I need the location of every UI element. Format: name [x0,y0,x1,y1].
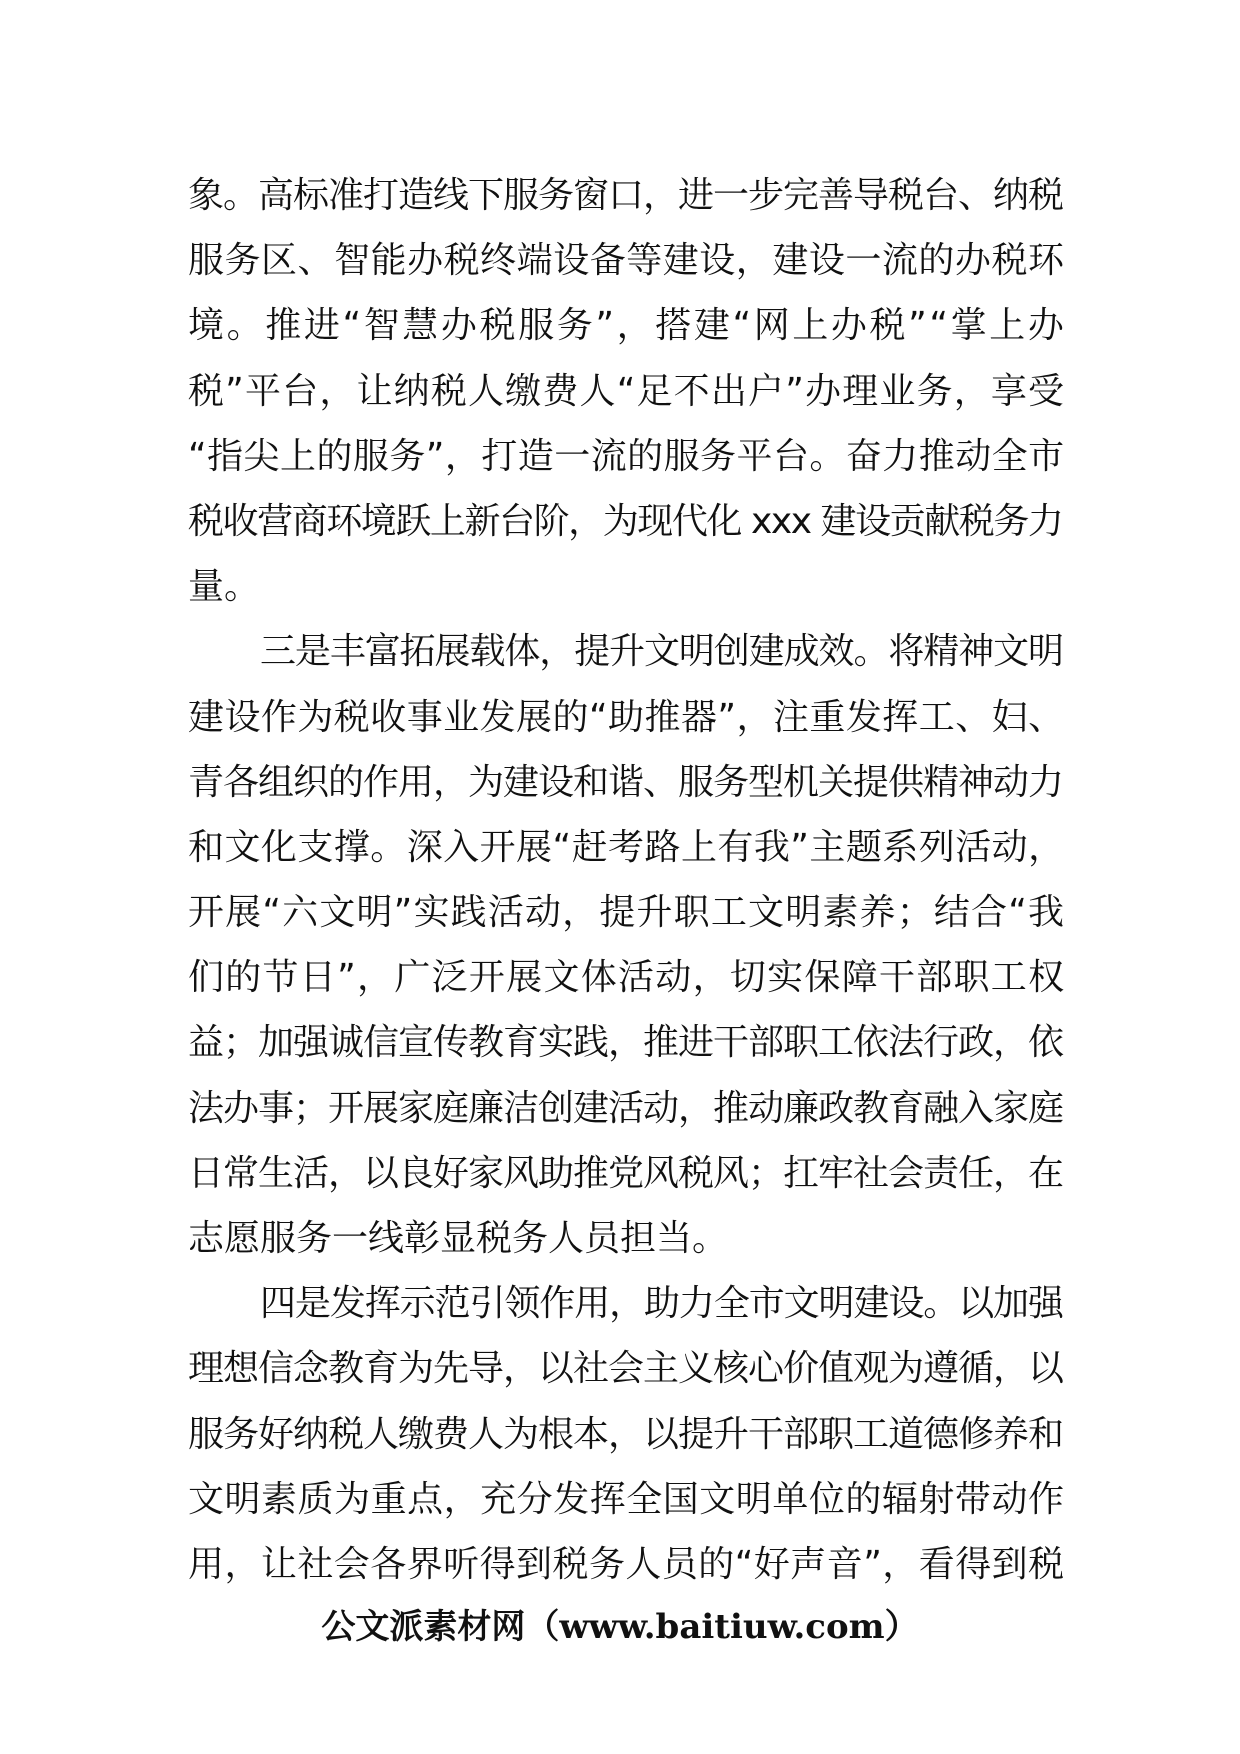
text-line: 服务好纳税人缴费人为根本，以提升干部职工道德修养和 [188,1413,1064,1455]
text-line: 和文化支撑。深入开展“赶考路上有我”主题系列活动， [188,826,1065,868]
body-text [188,163,1067,1597]
text-line: 志愿服务一线彰显税务人员担当。 [188,1218,729,1259]
text-line: 用，让社会各界听得到税务人员的“好声音”，看得到税 [188,1543,1065,1585]
text-line: 们的节日”，广泛开展文体活动，切实保障干部职工权 [188,957,1066,999]
paragraph-first-line: 三是丰富拓展载体，提升文明创建成效。将精神文明 [260,631,1063,673]
text-line: 益；加强诚信宣传教育实践，推进干部职工依法行政，依 [188,1022,1064,1064]
text-line: 服务区、智能办税终端设备等建设，建设一流的办税环 [188,240,1065,282]
text-line: “指尖上的服务”，打造一流的服务平台。奋力推动全市 [188,435,1065,477]
text-line: 建设作为税收事业发展的“助推器”，注重发挥工、妇、 [188,696,1065,738]
text-line: 理想信念教育为先导，以社会主义核心价值观为遵循，以 [188,1348,1064,1390]
text-line: 开展“六文明”实践活动，提升职工文明素养；结合“我 [188,892,1066,934]
text-line: 青各组织的作用，为建设和谐、服务型机关提供精神动力 [188,761,1064,803]
text-line: 文明素质为重点，充分发挥全国文明单位的辐射带动作 [188,1478,1065,1520]
text-line: 税收营商环境跃上新台阶，为现代化 xxx 建设贡献税务力 [188,500,1063,542]
text-line: 境。推进“智慧办税服务”，搭建“网上办税”“掌上办 [188,305,1067,347]
text-line: 法办事；开展家庭廉洁创建活动，推动廉政教育融入家庭 [188,1087,1064,1129]
text-line: 象。高标准打造线下服务窗口，进一步完善导税台、纳税 [188,175,1064,216]
text-line: 日常生活，以良好家风助推党风税风；扛牢社会责任，在 [188,1152,1064,1194]
text-line: 税”平台，让纳税人缴费人“足不出户”办理业务，享受 [188,370,1066,412]
text-line: 量。 [188,566,261,608]
footer-watermark: 公文派素材网（www.baitiuw.com） [321,1607,919,1647]
paragraph-first-line: 四是发挥示范引领作用，助力全市文明建设。以加强 [260,1283,1063,1325]
